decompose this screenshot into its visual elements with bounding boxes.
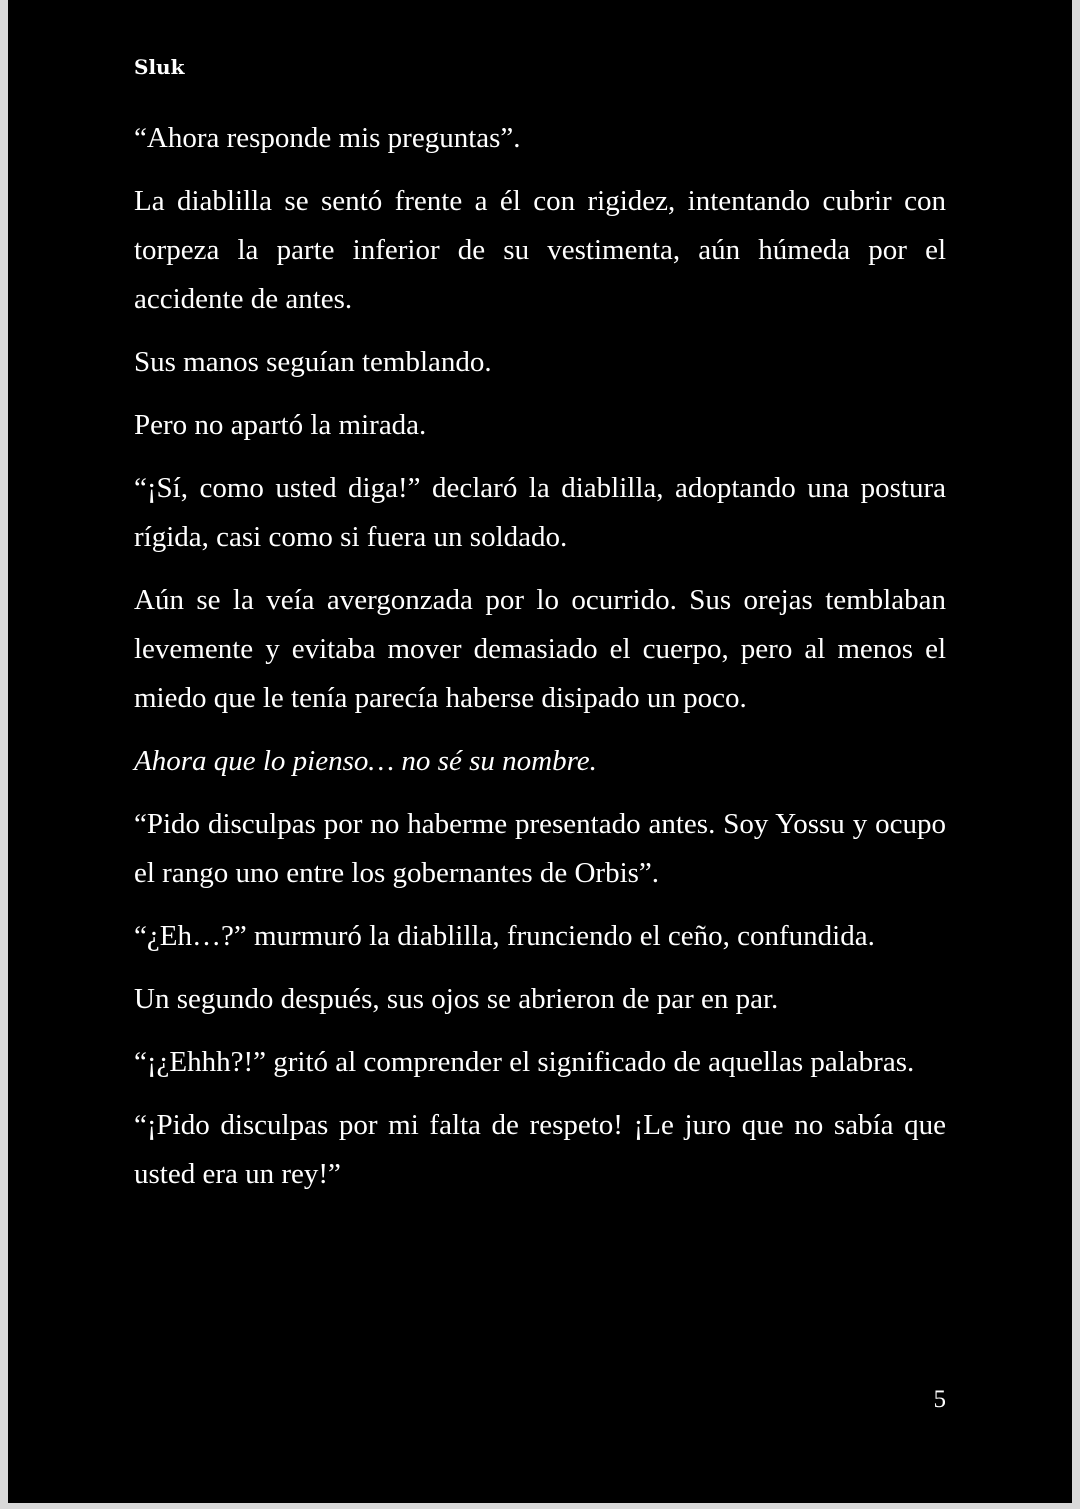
paragraph: “Pido disculpas por no haberme presentado antes. Soy Yossu y ocupo el rango uno entre los gobernantes de Orbis”. xyxy=(134,808,946,889)
paragraph: Un segundo después, sus ojos se abrieron de par en par. xyxy=(134,983,779,1015)
page-number: 5 xyxy=(933,1386,946,1413)
running-header: Sluk xyxy=(134,55,185,79)
paragraph: Aún se la veía avergonzada por lo ocurrido. Sus orejas temblaban levemente y evitaba mover demasiado el cuerpo, pero al menos el miedo que le tenía parecía haberse disipado un poco. xyxy=(134,584,946,714)
paragraph: “¿Eh…?” murmuró la diablilla, frunciendo el ceño, confundida. xyxy=(134,920,875,952)
paragraph: Pero no apartó la mirada. xyxy=(134,409,427,441)
paragraph: “¡Pido disculpas por mi falta de respeto! ¡Le juro que no sabía que usted era un rey!” xyxy=(134,1109,946,1190)
page-body xyxy=(134,114,946,1213)
italic-thought-paragraph: Ahora que lo pienso… no sé su nombre. xyxy=(134,745,597,777)
document-page xyxy=(8,0,1072,1503)
paragraph: Sus manos seguían temblando. xyxy=(134,346,492,378)
paragraph: “¡¿Ehhh?!” gritó al comprender el significado de aquellas palabras. xyxy=(134,1046,915,1078)
paragraph: “Ahora responde mis preguntas”. xyxy=(134,122,521,154)
paragraph: “¡Sí, como usted diga!” declaró la diablilla, adoptando una postura rígida, casi como si fuera un soldado. xyxy=(134,472,946,553)
paragraph: La diablilla se sentó frente a él con rigidez, intentando cubrir con torpeza la parte inferior de su vestimenta, aún húmeda por el accidente de antes. xyxy=(134,185,946,315)
